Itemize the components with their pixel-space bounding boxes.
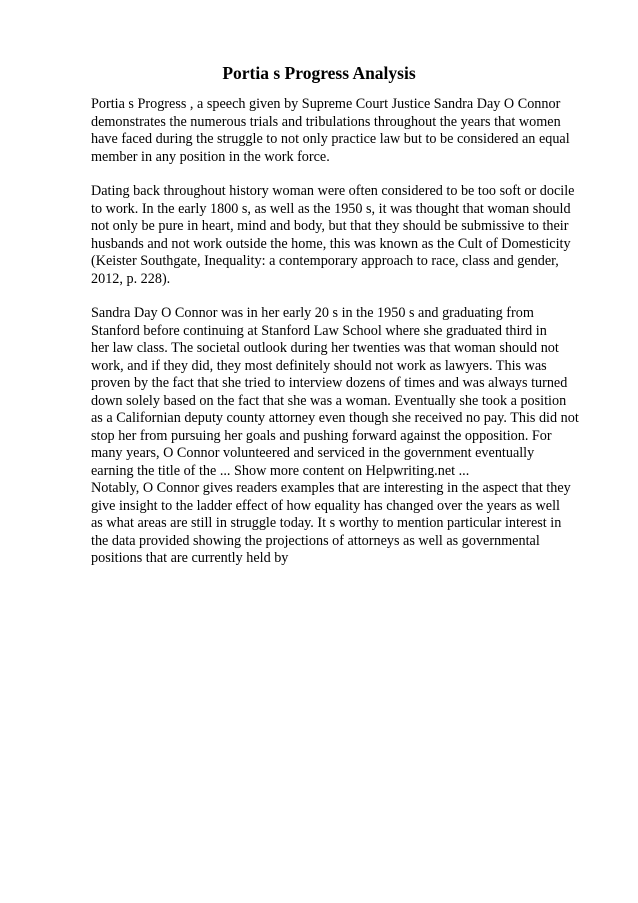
text-line: stop her from pursuing her goals and pushing forward against the opposition. For: [91, 427, 552, 444]
text-line: member in any position in the work force.: [91, 148, 330, 165]
text-line: Portia s Progress , a speech given by Supreme Court Justice Sandra Day O Connor: [91, 96, 561, 112]
text-line: her law class. The societal outlook during her twenties was that woman should not: [91, 340, 559, 356]
text-line: Dating back throughout history woman were often considered to be too soft or docile: [91, 183, 575, 199]
paragraph-biography: [91, 305, 601, 480]
text-line: as what areas are still in struggle today. It s worthy to mention particular interest in: [91, 515, 562, 531]
text-line: earning the title of the ... Show more content on Helpwriting.net ...: [91, 462, 470, 479]
text-line: the data provided showing the projections of attorneys as well as governmental: [91, 532, 540, 549]
text-line: positions that are currently held by: [91, 550, 289, 566]
text-line: not only be pure in heart, mind and body, but that they should be submissive to their: [91, 218, 569, 234]
text-line: Notably, O Connor gives readers examples that are interesting in the aspect that they: [91, 480, 571, 496]
paragraph-history: [91, 183, 601, 288]
paragraph-analysis: [91, 480, 601, 568]
text-line: 2012, p. 228).: [91, 270, 171, 287]
text-line: proven by the fact that she tried to interview dozens of times and was always turned: [91, 375, 568, 391]
text-line: give insight to the ladder effect of how equality has changed over the years as well: [91, 497, 560, 514]
text-line: have faced during the struggle to not only practice law but to be considered an equal: [91, 131, 570, 147]
text-line: many years, O Connor volunteered and serviced in the government eventually: [91, 445, 535, 461]
text-line: demonstrates the numerous trials and tribulations throughout the years that women: [91, 113, 561, 130]
text-line: (Keister Southgate, Inequality: a contemporary approach to race, class and gender,: [91, 253, 559, 269]
text-line: husbands and not work outside the home, this was known as the Cult of Domesticity: [91, 235, 571, 252]
text-line: Stanford before continuing at Stanford Law School where she graduated third in: [91, 322, 547, 339]
text-line: work, and if they did, they most definitely should not work as lawyers. This was: [91, 357, 547, 374]
document-title: Portia s Progress Analysis: [222, 63, 416, 83]
text-line: to work. In the early 1800 s, as well as the 1950 s, it was thought that woman should: [91, 200, 571, 217]
document-body: [91, 96, 601, 568]
text-line: as a Californian deputy county attorney even though she received no pay. This did not: [91, 410, 579, 426]
text-line: Sandra Day O Connor was in her early 20 s in the 1950 s and graduating from: [91, 305, 534, 321]
text-line: down solely based on the fact that she was a woman. Eventually she took a position: [91, 392, 567, 409]
paragraph-intro: [91, 96, 601, 166]
